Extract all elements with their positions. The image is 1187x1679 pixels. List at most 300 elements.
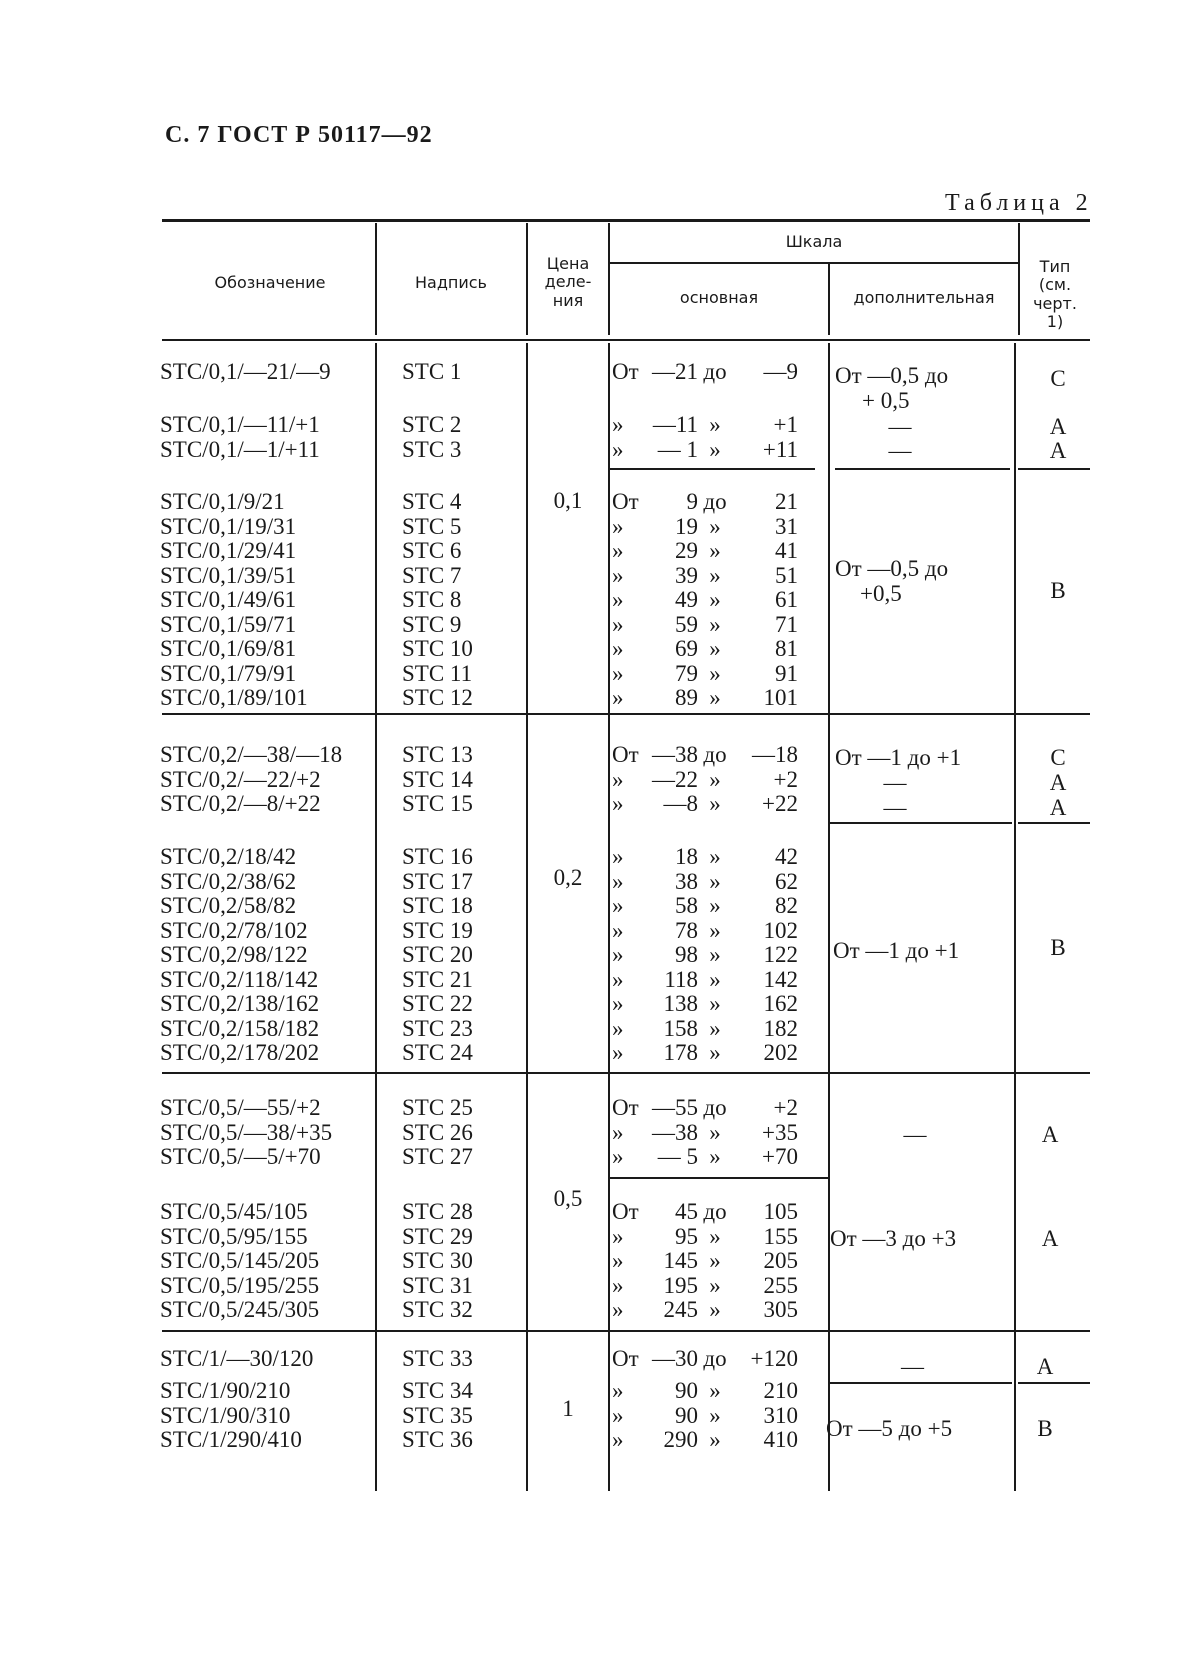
inscription-cell: STC 15 — [402, 791, 473, 816]
inscription-cell: STC 28 — [402, 1199, 473, 1224]
main-scale-part: 182 — [763, 1015, 798, 1041]
inscription-cell: STC 33 — [402, 1346, 473, 1371]
main-scale-cell — [612, 539, 798, 564]
designation-cell: STC/0,2/—38/—18 — [160, 742, 343, 767]
main-scale-part: » — [612, 1297, 624, 1322]
main-scale-part: » — [709, 1015, 721, 1041]
inscription-cell: STC 11 — [402, 660, 473, 686]
designation-cell: STC/1/—30/120 — [160, 1346, 314, 1371]
main-scale-part: +70 — [762, 1144, 798, 1169]
main-scale-cell — [612, 743, 798, 768]
main-scale-part: » — [709, 766, 721, 792]
header-scale: Шкала — [785, 232, 843, 251]
designation-cell: STC/0,2/—8/+22 — [160, 791, 321, 816]
type-value: А — [1049, 770, 1067, 795]
main-scale-part: » — [709, 660, 721, 686]
main-scale-cell — [612, 1298, 798, 1323]
inscription-cell: STC 25 — [402, 1095, 473, 1120]
inscription-cell: STC 24 — [402, 1040, 473, 1065]
main-scale-part: 41 — [775, 538, 798, 563]
designation-cell: STC/0,2/118/142 — [160, 966, 319, 992]
inscription-cell: STC 12 — [402, 685, 473, 710]
main-scale-part: » — [709, 991, 721, 1016]
header-division — [528, 255, 608, 310]
main-scale-part: » — [612, 1378, 624, 1403]
main-scale-cell — [612, 1428, 798, 1453]
designation-cell: STC/1/290/410 — [160, 1427, 302, 1452]
main-scale-part: » — [709, 791, 721, 816]
additional-scale: От —1 до +1 — [835, 745, 962, 770]
main-scale-part: 155 — [763, 1223, 798, 1249]
main-scale-part: » — [709, 868, 721, 894]
main-scale-part: +11 — [762, 436, 798, 462]
type-value: В — [1037, 1416, 1053, 1441]
scale-header-rule — [610, 262, 1018, 264]
main-scale-part: 82 — [775, 893, 798, 918]
type-value: А — [1049, 795, 1067, 820]
main-scale-part: — 1 — [657, 436, 698, 462]
main-scale-part: » — [612, 636, 624, 661]
table-top-rule — [162, 219, 1090, 222]
body-col-divider-5 — [1014, 343, 1016, 1491]
subgroup-separator-1 — [610, 468, 815, 470]
body-col-divider-2 — [526, 343, 528, 1491]
main-scale-part: » — [612, 766, 624, 792]
main-scale-cell — [612, 686, 798, 711]
main-scale-part: » — [612, 1248, 624, 1273]
additional-scale: От —5 до +5 — [826, 1416, 953, 1441]
main-scale-part: » — [612, 412, 624, 437]
main-scale-part: 31 — [775, 513, 798, 539]
inscription-cell: STC 20 — [402, 942, 473, 967]
main-scale-part: 158 — [663, 1015, 698, 1041]
main-scale-part: —38 — [652, 1119, 698, 1145]
type-value: А — [1041, 1226, 1059, 1251]
body-col-divider-3 — [608, 343, 610, 1491]
main-scale-part: » — [709, 412, 721, 437]
main-scale-part: 410 — [763, 1427, 798, 1452]
body-col-divider-1 — [375, 343, 377, 1491]
designation-cell: STC/0,1/49/61 — [160, 587, 297, 612]
main-scale-part: +1 — [773, 412, 798, 437]
designation-cell: STC/0,5/—38/+35 — [160, 1119, 333, 1145]
header-type-line2: (см. — [1038, 275, 1072, 295]
inscription-cell: STC 32 — [402, 1297, 473, 1322]
division-value: 0,5 — [553, 1186, 583, 1211]
designation-cell: STC/0,2/158/182 — [160, 1015, 320, 1041]
main-scale-part: +35 — [762, 1119, 798, 1145]
main-scale-part: » — [612, 991, 624, 1016]
main-scale-cell — [612, 870, 798, 895]
main-scale-cell — [612, 992, 798, 1017]
main-scale-part: 178 — [663, 1040, 698, 1065]
main-scale-part: 71 — [775, 611, 798, 637]
subgroup-separator-8 — [1018, 1382, 1090, 1384]
main-scale-part: —8 — [663, 791, 698, 816]
designation-cell: STC/0,2/38/62 — [160, 868, 297, 894]
inscription-cell: STC 5 — [402, 513, 462, 539]
main-scale-cell — [612, 613, 798, 638]
type-value: А — [1049, 438, 1067, 463]
inscription-cell: STC 23 — [402, 1015, 473, 1041]
main-scale-part: 21 — [775, 489, 798, 514]
main-scale-part: 45 — [675, 1199, 698, 1224]
main-scale-cell — [612, 1274, 798, 1299]
main-scale-cell — [612, 1121, 798, 1146]
main-scale-part: 255 — [763, 1272, 798, 1298]
main-scale-cell — [612, 968, 798, 993]
designation-cell: STC/0,5/195/255 — [160, 1272, 320, 1298]
main-scale-part: — 5 — [657, 1144, 698, 1169]
main-scale-part: —21 — [652, 359, 698, 384]
main-scale-cell — [612, 943, 798, 968]
inscription-cell: STC 10 — [402, 636, 473, 661]
additional-scale: — — [901, 1354, 924, 1379]
main-scale-part: » — [612, 1223, 624, 1249]
header-bottom-rule — [162, 339, 1090, 341]
type-value: В — [1050, 578, 1066, 603]
additional-scale: От —0,5 до — [835, 363, 949, 388]
main-scale-part: —18 — [752, 742, 798, 767]
group-separator-2 — [162, 1072, 1090, 1074]
main-scale-part: » — [612, 1402, 624, 1428]
main-scale-part: » — [612, 1427, 624, 1452]
inscription-cell: STC 9 — [402, 611, 462, 637]
main-scale-cell — [612, 1249, 798, 1274]
main-scale-part: » — [709, 685, 721, 710]
header-scale-additional: дополнительная — [853, 288, 995, 307]
main-scale-cell — [612, 894, 798, 919]
main-scale-part: 118 — [664, 966, 698, 992]
division-value: 0,2 — [553, 865, 583, 890]
main-scale-part: 91 — [775, 660, 798, 686]
main-scale-part: 39 — [675, 562, 698, 588]
designation-cell: STC/0,5/—55/+2 — [160, 1095, 321, 1120]
inscription-cell: STC 26 — [402, 1119, 473, 1145]
designation-cell: STC/0,5/95/155 — [160, 1223, 308, 1249]
main-scale-part: » — [709, 436, 721, 462]
main-scale-part: 210 — [763, 1378, 798, 1403]
inscription-cell: STC 2 — [402, 412, 462, 437]
main-scale-part: —9 — [763, 359, 798, 384]
main-scale-part: » — [709, 1402, 721, 1428]
designation-cell: STC/0,5/45/105 — [160, 1199, 308, 1224]
main-scale-cell — [612, 792, 798, 817]
main-scale-part: » — [612, 611, 624, 637]
main-scale-part: 18 — [675, 844, 698, 869]
main-scale-part: 202 — [763, 1040, 798, 1065]
designation-cell: STC/0,1/39/51 — [160, 562, 297, 588]
main-scale-cell — [612, 1145, 798, 1170]
additional-scale: — — [883, 770, 907, 795]
main-scale-part: 89 — [675, 685, 698, 710]
main-scale-part: » — [709, 587, 721, 612]
header-type-line4: 1) — [1046, 312, 1064, 332]
designation-cell: STC/0,1/79/91 — [160, 660, 297, 686]
main-scale-part: 19 — [675, 513, 698, 539]
main-scale-part: » — [709, 1378, 721, 1403]
main-scale-part: +120 — [750, 1346, 798, 1371]
inscription-cell: STC 14 — [402, 766, 473, 792]
type-value: С — [1050, 366, 1066, 391]
additional-scale: + 0,5 — [862, 388, 910, 413]
main-scale-part: От — [612, 359, 639, 384]
header-type-line1: Тип — [1039, 257, 1071, 276]
main-scale-part: » — [612, 844, 624, 869]
main-scale-part: +2 — [773, 1095, 798, 1120]
main-scale-part: » — [709, 893, 721, 918]
body-col-divider-4 — [828, 343, 830, 1491]
main-scale-cell — [612, 1200, 798, 1225]
main-scale-cell — [612, 515, 798, 540]
main-scale-part: » — [612, 1015, 624, 1041]
main-scale-part: 95 — [675, 1223, 698, 1249]
additional-scale: — — [883, 795, 907, 820]
main-scale-part: » — [709, 1248, 721, 1273]
main-scale-part: » — [709, 611, 721, 637]
subgroup-separator-6 — [610, 1177, 828, 1179]
main-scale-part: » — [612, 1144, 624, 1169]
inscription-cell: STC 21 — [402, 966, 473, 992]
header-inscription: Надпись — [415, 273, 487, 292]
main-scale-part: 42 — [775, 844, 798, 869]
main-scale-part: » — [709, 1272, 721, 1298]
main-scale-part: —11 — [652, 412, 698, 437]
header-division-line2: деле- — [544, 272, 592, 292]
main-scale-part: 69 — [675, 636, 698, 661]
main-scale-part: » — [612, 1119, 624, 1145]
main-scale-cell — [612, 1017, 798, 1042]
main-scale-part: 290 — [663, 1427, 698, 1452]
main-scale-part: 81 — [775, 636, 798, 661]
header-type — [1020, 258, 1090, 332]
main-scale-part: —22 — [652, 766, 698, 792]
main-scale-part: » — [709, 1040, 721, 1065]
additional-scale: — — [888, 438, 912, 463]
designation-cell: STC/0,1/89/101 — [160, 685, 308, 710]
main-scale-cell — [612, 490, 798, 515]
designation-cell: STC/0,2/—22/+2 — [160, 766, 321, 792]
designation-cell: STC/0,1/9/21 — [160, 489, 285, 514]
main-scale-part: » — [612, 562, 624, 588]
inscription-cell: STC 18 — [402, 893, 473, 918]
main-scale-part: » — [709, 1144, 721, 1169]
main-scale-cell — [612, 564, 798, 589]
designation-cell: STC/0,2/18/42 — [160, 844, 297, 869]
main-scale-part: 245 — [663, 1297, 698, 1322]
main-scale-part: От — [612, 1199, 639, 1224]
group-separator-3 — [162, 1330, 1090, 1332]
main-scale-part: 195 — [663, 1272, 698, 1298]
main-scale-part: до — [703, 1199, 727, 1224]
subgroup-separator-3 — [1018, 468, 1090, 470]
inscription-cell: STC 13 — [402, 742, 473, 767]
main-scale-cell — [612, 919, 798, 944]
designation-cell: STC/1/90/310 — [160, 1402, 291, 1428]
main-scale-part: » — [709, 1223, 721, 1249]
main-scale-part: » — [612, 1272, 624, 1298]
inscription-cell: STC 4 — [402, 489, 462, 514]
additional-scale: От —1 до +1 — [833, 938, 960, 963]
main-scale-part: 29 — [675, 538, 698, 563]
main-scale-part: до — [703, 742, 727, 767]
main-scale-part: 102 — [763, 917, 798, 943]
main-scale-part: » — [709, 966, 721, 992]
group-separator-1 — [162, 713, 1090, 715]
designation-cell: STC/0,1/—1/+11 — [160, 436, 320, 462]
main-scale-part: » — [612, 893, 624, 918]
main-scale-part: 78 — [675, 917, 698, 943]
designation-cell: STC/0,2/78/102 — [160, 917, 308, 943]
subgroup-separator-4 — [830, 822, 1012, 824]
table-title: Таблица 2 — [945, 190, 1093, 216]
main-scale-cell — [612, 588, 798, 613]
main-scale-cell — [612, 662, 798, 687]
main-scale-part: 58 — [675, 893, 698, 918]
additional-scale: — — [903, 1122, 927, 1147]
main-scale-part: » — [709, 538, 721, 563]
inscription-cell: STC 27 — [402, 1144, 473, 1169]
main-scale-part: 305 — [763, 1297, 798, 1322]
main-scale-part: 90 — [675, 1402, 698, 1428]
header-division-line3: ния — [552, 290, 584, 310]
inscription-cell: STC 17 — [402, 868, 473, 894]
designation-cell: STC/0,5/—5/+70 — [160, 1144, 321, 1169]
main-scale-part: до — [703, 359, 727, 384]
main-scale-part: » — [612, 685, 624, 710]
inscription-cell: STC 22 — [402, 991, 473, 1016]
additional-scale: +0,5 — [860, 581, 902, 606]
header-scale-main: основная — [679, 288, 759, 307]
main-scale-part: » — [612, 513, 624, 539]
type-value: С — [1050, 745, 1066, 770]
inscription-cell: STC 7 — [402, 562, 462, 588]
header-division-line1: Цена — [546, 254, 590, 273]
designation-cell: STC/1/90/210 — [160, 1378, 291, 1403]
type-value: А — [1036, 1354, 1054, 1379]
division-value: 1 — [562, 1396, 574, 1421]
subgroup-separator-5 — [1018, 822, 1090, 824]
main-scale-cell — [612, 637, 798, 662]
main-scale-part: 142 — [763, 966, 798, 992]
type-value: А — [1049, 414, 1067, 439]
subgroup-separator-2 — [835, 468, 1010, 470]
main-scale-part: » — [709, 942, 721, 967]
main-scale-cell — [612, 845, 798, 870]
inscription-cell: STC 36 — [402, 1427, 473, 1452]
main-scale-part: » — [709, 844, 721, 869]
main-scale-part: 9 — [686, 489, 698, 514]
main-scale-part: От — [612, 742, 639, 767]
header-type-line3: черт. — [1033, 293, 1077, 313]
main-scale-cell — [612, 438, 798, 463]
main-scale-part: » — [612, 660, 624, 686]
main-scale-part: » — [612, 917, 624, 943]
main-scale-cell — [612, 360, 798, 385]
main-scale-part: 310 — [763, 1402, 798, 1428]
main-scale-part: 38 — [675, 868, 698, 894]
main-scale-cell — [612, 1379, 798, 1404]
main-scale-part: » — [612, 942, 624, 967]
designation-cell: STC/0,5/245/305 — [160, 1297, 320, 1322]
main-scale-part: 62 — [775, 868, 798, 894]
main-scale-part: 138 — [663, 991, 698, 1016]
division-value: 0,1 — [553, 488, 583, 513]
additional-scale: От —3 до +3 — [830, 1226, 957, 1251]
main-scale-part: до — [703, 489, 727, 514]
main-scale-part: » — [612, 538, 624, 563]
main-scale-part: » — [709, 1119, 721, 1145]
inscription-cell: STC 3 — [402, 436, 462, 462]
main-scale-cell — [612, 1225, 798, 1250]
inscription-cell: STC 34 — [402, 1378, 473, 1403]
inscription-cell: STC 8 — [402, 587, 462, 612]
inscription-cell: STC 29 — [402, 1223, 473, 1249]
main-scale-part: От — [612, 1095, 639, 1120]
main-scale-part: 145 — [663, 1248, 698, 1273]
main-scale-cell — [612, 1404, 798, 1429]
additional-scale: — — [888, 414, 912, 439]
main-scale-part: до — [703, 1346, 727, 1371]
main-scale-part: +22 — [762, 791, 798, 816]
main-scale-part: 101 — [763, 685, 798, 710]
main-scale-part: 105 — [763, 1199, 798, 1224]
designation-cell: STC/0,2/178/202 — [160, 1040, 320, 1065]
inscription-cell: STC 19 — [402, 917, 473, 943]
main-scale-part: » — [612, 587, 624, 612]
main-scale-part: 90 — [675, 1378, 698, 1403]
main-scale-part: От — [612, 1346, 639, 1371]
main-scale-part: 51 — [775, 562, 798, 588]
main-scale-part: » — [709, 636, 721, 661]
main-scale-part: » — [709, 562, 721, 588]
main-scale-part: » — [709, 1427, 721, 1452]
designation-cell: STC/0,2/138/162 — [160, 991, 320, 1016]
main-scale-part: » — [612, 1040, 624, 1065]
inscription-cell: STC 30 — [402, 1248, 473, 1273]
main-scale-part: 79 — [675, 660, 698, 686]
main-scale-part: 162 — [763, 991, 798, 1016]
main-scale-part: +2 — [773, 766, 798, 792]
main-scale-part: —30 — [652, 1346, 698, 1371]
designation-cell: STC/0,2/58/82 — [160, 893, 297, 918]
main-scale-cell — [612, 1096, 798, 1121]
main-scale-part: » — [612, 791, 624, 816]
main-scale-cell — [612, 768, 798, 793]
inscription-cell: STC 6 — [402, 538, 462, 563]
inscription-cell: STC 1 — [402, 359, 462, 384]
main-scale-part: до — [703, 1095, 727, 1120]
main-scale-part: 59 — [675, 611, 698, 637]
type-value: А — [1041, 1122, 1059, 1147]
main-scale-part: » — [612, 436, 624, 462]
designation-cell: STC/0,1/—11/+1 — [160, 412, 320, 437]
designation-cell: STC/0,1/—21/—9 — [160, 359, 331, 384]
main-scale-part: От — [612, 489, 639, 514]
main-scale-part: 122 — [763, 942, 798, 967]
main-scale-part: » — [612, 966, 624, 992]
main-scale-part: » — [612, 868, 624, 894]
main-scale-part: 205 — [763, 1248, 798, 1273]
designation-cell: STC/0,1/59/71 — [160, 611, 297, 637]
main-scale-cell — [612, 1347, 798, 1372]
header-designation: Обозначение — [214, 273, 326, 292]
inscription-cell: STC 35 — [402, 1402, 473, 1428]
subgroup-separator-7 — [830, 1382, 1012, 1384]
main-scale-part: » — [709, 513, 721, 539]
designation-cell: STC/0,2/98/122 — [160, 942, 308, 967]
designation-cell: STC/0,1/29/41 — [160, 538, 297, 563]
